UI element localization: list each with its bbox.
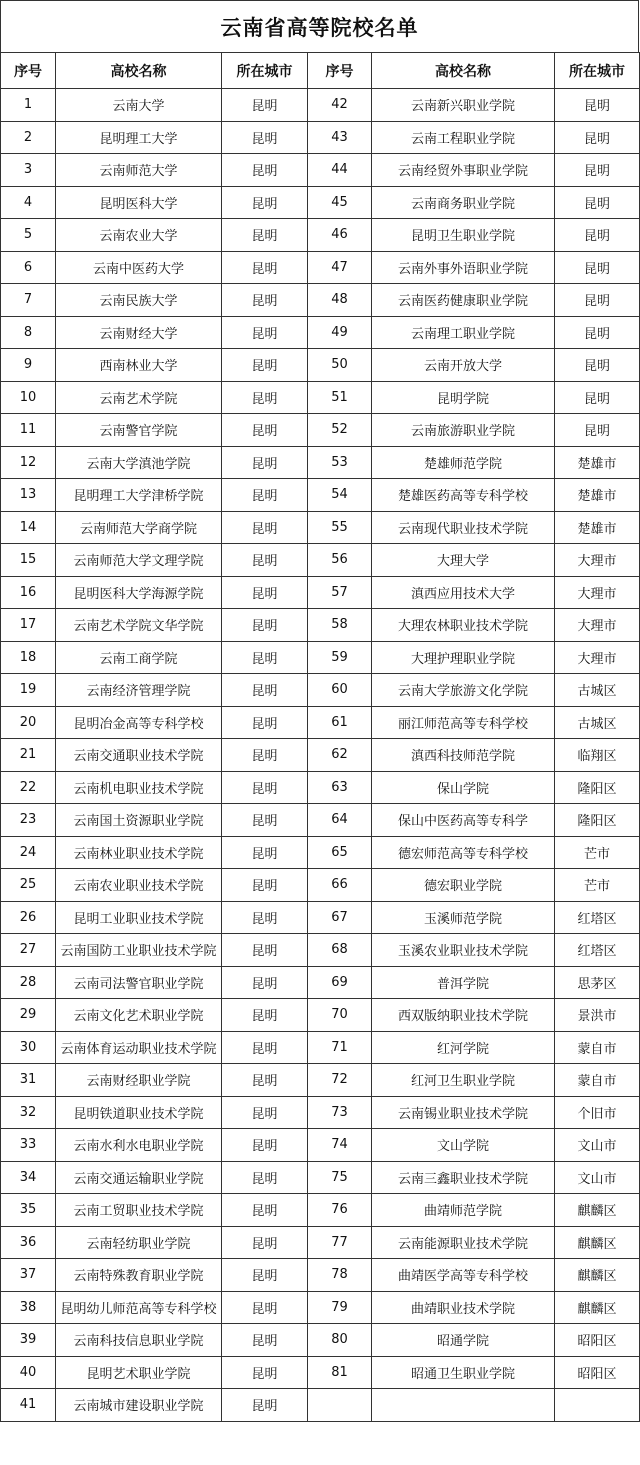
school-name: 云南国土资源职业学院 [56, 804, 222, 837]
table-row [1, 609, 640, 642]
row-index: 9 [1, 349, 56, 382]
city-right: 隆阳区 [555, 804, 640, 837]
school-name: 云南特殊教育职业学院 [56, 1259, 222, 1292]
city: 昆明 [222, 1324, 308, 1357]
city: 昆明 [222, 446, 308, 479]
table-row [1, 381, 640, 414]
school-name: 云南农业职业技术学院 [56, 869, 222, 902]
school-name: 云南师范大学 [56, 154, 222, 187]
row-index-right: 79 [308, 1291, 372, 1324]
city: 昆明 [222, 1096, 308, 1129]
table-row [1, 511, 640, 544]
row-index: 23 [1, 804, 56, 837]
table-row [1, 1291, 640, 1324]
title-bar [0, 0, 639, 52]
school-name: 昆明铁道职业技术学院 [56, 1096, 222, 1129]
table-row [1, 1194, 640, 1227]
city: 昆明 [222, 706, 308, 739]
row-index: 22 [1, 771, 56, 804]
school-name: 云南大学 [56, 89, 222, 122]
school-name-right: 云南旅游职业学院 [372, 414, 555, 447]
school-name-right: 红河卫生职业学院 [372, 1064, 555, 1097]
row-index: 39 [1, 1324, 56, 1357]
city: 昆明 [222, 804, 308, 837]
row-index: 32 [1, 1096, 56, 1129]
header-city: 所在城市 [222, 53, 308, 89]
table-row [1, 284, 640, 317]
row-index-right: 55 [308, 511, 372, 544]
table-row [1, 544, 640, 577]
city-right: 大理市 [555, 544, 640, 577]
row-index: 24 [1, 836, 56, 869]
city-right: 景洪市 [555, 999, 640, 1032]
city-right: 古城区 [555, 706, 640, 739]
city-right: 古城区 [555, 674, 640, 707]
row-index: 34 [1, 1161, 56, 1194]
row-index: 19 [1, 674, 56, 707]
table-row [1, 414, 640, 447]
school-name: 云南水利水电职业学院 [56, 1129, 222, 1162]
row-index-right: 60 [308, 674, 372, 707]
school-name: 云南警官学院 [56, 414, 222, 447]
row-index-right: 58 [308, 609, 372, 642]
row-index-right: 74 [308, 1129, 372, 1162]
row-index: 15 [1, 544, 56, 577]
row-index-right: 65 [308, 836, 372, 869]
school-name-right: 滇西科技师范学院 [372, 739, 555, 772]
school-name: 云南财经职业学院 [56, 1064, 222, 1097]
row-index: 26 [1, 901, 56, 934]
city-right: 昆明 [555, 251, 640, 284]
school-name: 云南农业大学 [56, 219, 222, 252]
city-right [555, 1389, 640, 1422]
school-name-right: 云南现代职业技术学院 [372, 511, 555, 544]
school-name: 云南民族大学 [56, 284, 222, 317]
city-right: 大理市 [555, 576, 640, 609]
city: 昆明 [222, 414, 308, 447]
table-row [1, 706, 640, 739]
university-table [0, 52, 640, 1422]
table-row [1, 1096, 640, 1129]
school-name: 云南司法警官职业学院 [56, 966, 222, 999]
school-name-right: 西双版纳职业技术学院 [372, 999, 555, 1032]
table-row [1, 251, 640, 284]
row-index-right: 48 [308, 284, 372, 317]
school-name-right: 云南大学旅游文化学院 [372, 674, 555, 707]
city: 昆明 [222, 1194, 308, 1227]
school-name-right: 玉溪师范学院 [372, 901, 555, 934]
school-name-right: 云南外事外语职业学院 [372, 251, 555, 284]
table-row [1, 349, 640, 382]
row-index-right: 57 [308, 576, 372, 609]
row-index: 21 [1, 739, 56, 772]
table-row [1, 641, 640, 674]
city: 昆明 [222, 674, 308, 707]
city: 昆明 [222, 1161, 308, 1194]
city-right: 红塔区 [555, 901, 640, 934]
school-name: 昆明艺术职业学院 [56, 1356, 222, 1389]
school-name-right: 昆明学院 [372, 381, 555, 414]
school-name: 云南交通职业技术学院 [56, 739, 222, 772]
row-index-right: 56 [308, 544, 372, 577]
table-row [1, 1161, 640, 1194]
header-index: 序号 [1, 53, 56, 89]
city: 昆明 [222, 869, 308, 902]
school-name-right: 曲靖职业技术学院 [372, 1291, 555, 1324]
row-index: 11 [1, 414, 56, 447]
row-index: 14 [1, 511, 56, 544]
school-name: 云南大学滇池学院 [56, 446, 222, 479]
table-row [1, 219, 640, 252]
table-row [1, 674, 640, 707]
city-right: 昆明 [555, 186, 640, 219]
header-school-name: 高校名称 [56, 53, 222, 89]
city-right: 芒市 [555, 869, 640, 902]
row-index-right: 49 [308, 316, 372, 349]
school-name: 云南文化艺术职业学院 [56, 999, 222, 1032]
row-index: 30 [1, 1031, 56, 1064]
school-name-right: 云南经贸外事职业学院 [372, 154, 555, 187]
row-index: 31 [1, 1064, 56, 1097]
city: 昆明 [222, 966, 308, 999]
city: 昆明 [222, 576, 308, 609]
row-index-right: 77 [308, 1226, 372, 1259]
header-city-right: 所在城市 [555, 53, 640, 89]
city: 昆明 [222, 381, 308, 414]
table-row [1, 1031, 640, 1064]
city-right: 麒麟区 [555, 1259, 640, 1292]
table-row [1, 1356, 640, 1389]
row-index-right: 66 [308, 869, 372, 902]
city-right: 昆明 [555, 121, 640, 154]
school-name-right: 昭通卫生职业学院 [372, 1356, 555, 1389]
row-index: 13 [1, 479, 56, 512]
city-right: 麒麟区 [555, 1194, 640, 1227]
table-row [1, 316, 640, 349]
row-index: 35 [1, 1194, 56, 1227]
row-index: 40 [1, 1356, 56, 1389]
school-name: 云南体育运动职业技术学院 [56, 1031, 222, 1064]
city: 昆明 [222, 479, 308, 512]
city: 昆明 [222, 934, 308, 967]
row-index-right: 42 [308, 89, 372, 122]
table-row [1, 89, 640, 122]
row-index: 2 [1, 121, 56, 154]
city: 昆明 [222, 284, 308, 317]
school-name: 云南工贸职业技术学院 [56, 1194, 222, 1227]
school-name-right: 昆明卫生职业学院 [372, 219, 555, 252]
city-right: 昆明 [555, 219, 640, 252]
city: 昆明 [222, 609, 308, 642]
city-right: 昆明 [555, 381, 640, 414]
school-name-right: 云南新兴职业学院 [372, 89, 555, 122]
row-index-right: 69 [308, 966, 372, 999]
school-name-right: 丽江师范高等专科学校 [372, 706, 555, 739]
row-index: 3 [1, 154, 56, 187]
row-index: 25 [1, 869, 56, 902]
school-name: 昆明幼儿师范高等专科学校 [56, 1291, 222, 1324]
city-right: 大理市 [555, 641, 640, 674]
school-name-right: 云南商务职业学院 [372, 186, 555, 219]
school-name: 云南科技信息职业学院 [56, 1324, 222, 1357]
city: 昆明 [222, 1226, 308, 1259]
school-name-right: 保山学院 [372, 771, 555, 804]
row-index-right: 78 [308, 1259, 372, 1292]
school-name: 云南交通运输职业学院 [56, 1161, 222, 1194]
city: 昆明 [222, 771, 308, 804]
row-index: 37 [1, 1259, 56, 1292]
city-right: 楚雄市 [555, 479, 640, 512]
city: 昆明 [222, 836, 308, 869]
row-index-right: 68 [308, 934, 372, 967]
row-index: 18 [1, 641, 56, 674]
school-name: 昆明理工大学津桥学院 [56, 479, 222, 512]
row-index: 33 [1, 1129, 56, 1162]
school-name-right: 云南理工职业学院 [372, 316, 555, 349]
table-row [1, 1129, 640, 1162]
school-name-right: 云南医药健康职业学院 [372, 284, 555, 317]
city: 昆明 [222, 121, 308, 154]
school-name-right: 云南能源职业技术学院 [372, 1226, 555, 1259]
school-name-right: 普洱学院 [372, 966, 555, 999]
city-right: 蒙自市 [555, 1031, 640, 1064]
school-name: 昆明冶金高等专科学校 [56, 706, 222, 739]
city-right: 楚雄市 [555, 446, 640, 479]
school-name-right: 德宏职业学院 [372, 869, 555, 902]
city-right: 昆明 [555, 89, 640, 122]
city-right: 临翔区 [555, 739, 640, 772]
school-name: 云南中医药大学 [56, 251, 222, 284]
table-row [1, 1259, 640, 1292]
school-name: 云南林业职业技术学院 [56, 836, 222, 869]
table-row [1, 154, 640, 187]
school-name-right: 曲靖医学高等专科学校 [372, 1259, 555, 1292]
row-index: 27 [1, 934, 56, 967]
school-name-right: 云南开放大学 [372, 349, 555, 382]
row-index: 17 [1, 609, 56, 642]
header-row [1, 53, 640, 89]
city-right: 隆阳区 [555, 771, 640, 804]
city: 昆明 [222, 1064, 308, 1097]
header-index-right: 序号 [308, 53, 372, 89]
page-title: 云南省高等院校名单 [220, 15, 419, 40]
table-row [1, 901, 640, 934]
row-index: 6 [1, 251, 56, 284]
school-name: 昆明医科大学 [56, 186, 222, 219]
school-name-right: 昭通学院 [372, 1324, 555, 1357]
row-index: 41 [1, 1389, 56, 1422]
row-index-right: 73 [308, 1096, 372, 1129]
table-row [1, 121, 640, 154]
school-name-right: 文山学院 [372, 1129, 555, 1162]
city-right: 昆明 [555, 284, 640, 317]
table-row [1, 771, 640, 804]
header-school-name-right: 高校名称 [372, 53, 555, 89]
row-index-right: 51 [308, 381, 372, 414]
row-index: 16 [1, 576, 56, 609]
school-name: 云南师范大学商学院 [56, 511, 222, 544]
city: 昆明 [222, 1356, 308, 1389]
row-index: 4 [1, 186, 56, 219]
school-name-right: 保山中医药高等专科学 [372, 804, 555, 837]
school-name: 云南轻纺职业学院 [56, 1226, 222, 1259]
school-name: 云南城市建设职业学院 [56, 1389, 222, 1422]
city: 昆明 [222, 1389, 308, 1422]
row-index-right: 80 [308, 1324, 372, 1357]
table-row [1, 966, 640, 999]
row-index: 1 [1, 89, 56, 122]
row-index-right: 72 [308, 1064, 372, 1097]
row-index-right: 76 [308, 1194, 372, 1227]
city-right: 昆明 [555, 154, 640, 187]
city-right: 昆明 [555, 349, 640, 382]
city: 昆明 [222, 349, 308, 382]
row-index-right: 62 [308, 739, 372, 772]
city-right: 个旧市 [555, 1096, 640, 1129]
city: 昆明 [222, 219, 308, 252]
city: 昆明 [222, 901, 308, 934]
row-index: 36 [1, 1226, 56, 1259]
row-index-right: 64 [308, 804, 372, 837]
row-index-right: 63 [308, 771, 372, 804]
city-right: 楚雄市 [555, 511, 640, 544]
table-row [1, 999, 640, 1032]
city: 昆明 [222, 544, 308, 577]
school-name-right: 大理护理职业学院 [372, 641, 555, 674]
table-row [1, 1064, 640, 1097]
row-index-right: 47 [308, 251, 372, 284]
row-index: 7 [1, 284, 56, 317]
city-right: 思茅区 [555, 966, 640, 999]
row-index-right: 75 [308, 1161, 372, 1194]
city-right: 红塔区 [555, 934, 640, 967]
row-index: 28 [1, 966, 56, 999]
row-index: 38 [1, 1291, 56, 1324]
city: 昆明 [222, 251, 308, 284]
school-name: 云南经济管理学院 [56, 674, 222, 707]
school-name-right: 红河学院 [372, 1031, 555, 1064]
city: 昆明 [222, 999, 308, 1032]
school-name: 昆明医科大学海源学院 [56, 576, 222, 609]
school-name-right: 楚雄师范学院 [372, 446, 555, 479]
table-row [1, 1226, 640, 1259]
row-index: 10 [1, 381, 56, 414]
table-row [1, 869, 640, 902]
row-index-right: 45 [308, 186, 372, 219]
row-index-right: 71 [308, 1031, 372, 1064]
school-name-right: 云南工程职业学院 [372, 121, 555, 154]
row-index-right: 54 [308, 479, 372, 512]
row-index-right: 52 [308, 414, 372, 447]
city-right: 昭阳区 [555, 1356, 640, 1389]
row-index-right: 44 [308, 154, 372, 187]
city-right: 昆明 [555, 316, 640, 349]
row-index-right: 50 [308, 349, 372, 382]
city-right: 文山市 [555, 1161, 640, 1194]
table-row [1, 836, 640, 869]
city: 昆明 [222, 641, 308, 674]
school-name: 云南艺术学院文华学院 [56, 609, 222, 642]
school-name-right: 云南锡业职业技术学院 [372, 1096, 555, 1129]
school-name-right [372, 1389, 555, 1422]
school-name: 昆明工业职业技术学院 [56, 901, 222, 934]
city: 昆明 [222, 1259, 308, 1292]
city-right: 蒙自市 [555, 1064, 640, 1097]
city: 昆明 [222, 316, 308, 349]
table-row [1, 1324, 640, 1357]
city-right: 大理市 [555, 609, 640, 642]
city: 昆明 [222, 186, 308, 219]
school-name: 云南国防工业职业技术学院 [56, 934, 222, 967]
school-name-right: 曲靖师范学院 [372, 1194, 555, 1227]
school-name-right: 滇西应用技术大学 [372, 576, 555, 609]
school-name: 云南机电职业技术学院 [56, 771, 222, 804]
city-right: 昭阳区 [555, 1324, 640, 1357]
school-name-right: 大理大学 [372, 544, 555, 577]
table-row [1, 934, 640, 967]
table-row [1, 739, 640, 772]
school-name: 云南工商学院 [56, 641, 222, 674]
school-name: 云南师范大学文理学院 [56, 544, 222, 577]
city: 昆明 [222, 511, 308, 544]
city-right: 麒麟区 [555, 1291, 640, 1324]
school-name-right: 德宏师范高等专科学校 [372, 836, 555, 869]
school-name: 西南林业大学 [56, 349, 222, 382]
city: 昆明 [222, 89, 308, 122]
city-right: 文山市 [555, 1129, 640, 1162]
school-name-right: 玉溪农业职业技术学院 [372, 934, 555, 967]
school-name-right: 大理农林职业技术学院 [372, 609, 555, 642]
table-row [1, 479, 640, 512]
row-index: 8 [1, 316, 56, 349]
school-name-right: 楚雄医药高等专科学校 [372, 479, 555, 512]
city: 昆明 [222, 1129, 308, 1162]
city: 昆明 [222, 739, 308, 772]
row-index: 12 [1, 446, 56, 479]
row-index-right: 61 [308, 706, 372, 739]
school-name: 昆明理工大学 [56, 121, 222, 154]
table-body [1, 89, 640, 1422]
city: 昆明 [222, 154, 308, 187]
row-index: 5 [1, 219, 56, 252]
row-index-right: 67 [308, 901, 372, 934]
row-index-right: 46 [308, 219, 372, 252]
row-index-right [308, 1389, 372, 1422]
city-right: 芒市 [555, 836, 640, 869]
school-name: 云南财经大学 [56, 316, 222, 349]
table-row [1, 1389, 640, 1422]
city-right: 昆明 [555, 414, 640, 447]
row-index: 20 [1, 706, 56, 739]
row-index: 29 [1, 999, 56, 1032]
school-name-right: 云南三鑫职业技术学院 [372, 1161, 555, 1194]
row-index-right: 59 [308, 641, 372, 674]
city-right: 麒麟区 [555, 1226, 640, 1259]
table-row [1, 186, 640, 219]
row-index-right: 53 [308, 446, 372, 479]
table-row [1, 576, 640, 609]
row-index-right: 81 [308, 1356, 372, 1389]
table-row [1, 446, 640, 479]
table-row [1, 804, 640, 837]
city: 昆明 [222, 1291, 308, 1324]
row-index-right: 43 [308, 121, 372, 154]
city: 昆明 [222, 1031, 308, 1064]
school-name: 云南艺术学院 [56, 381, 222, 414]
row-index-right: 70 [308, 999, 372, 1032]
